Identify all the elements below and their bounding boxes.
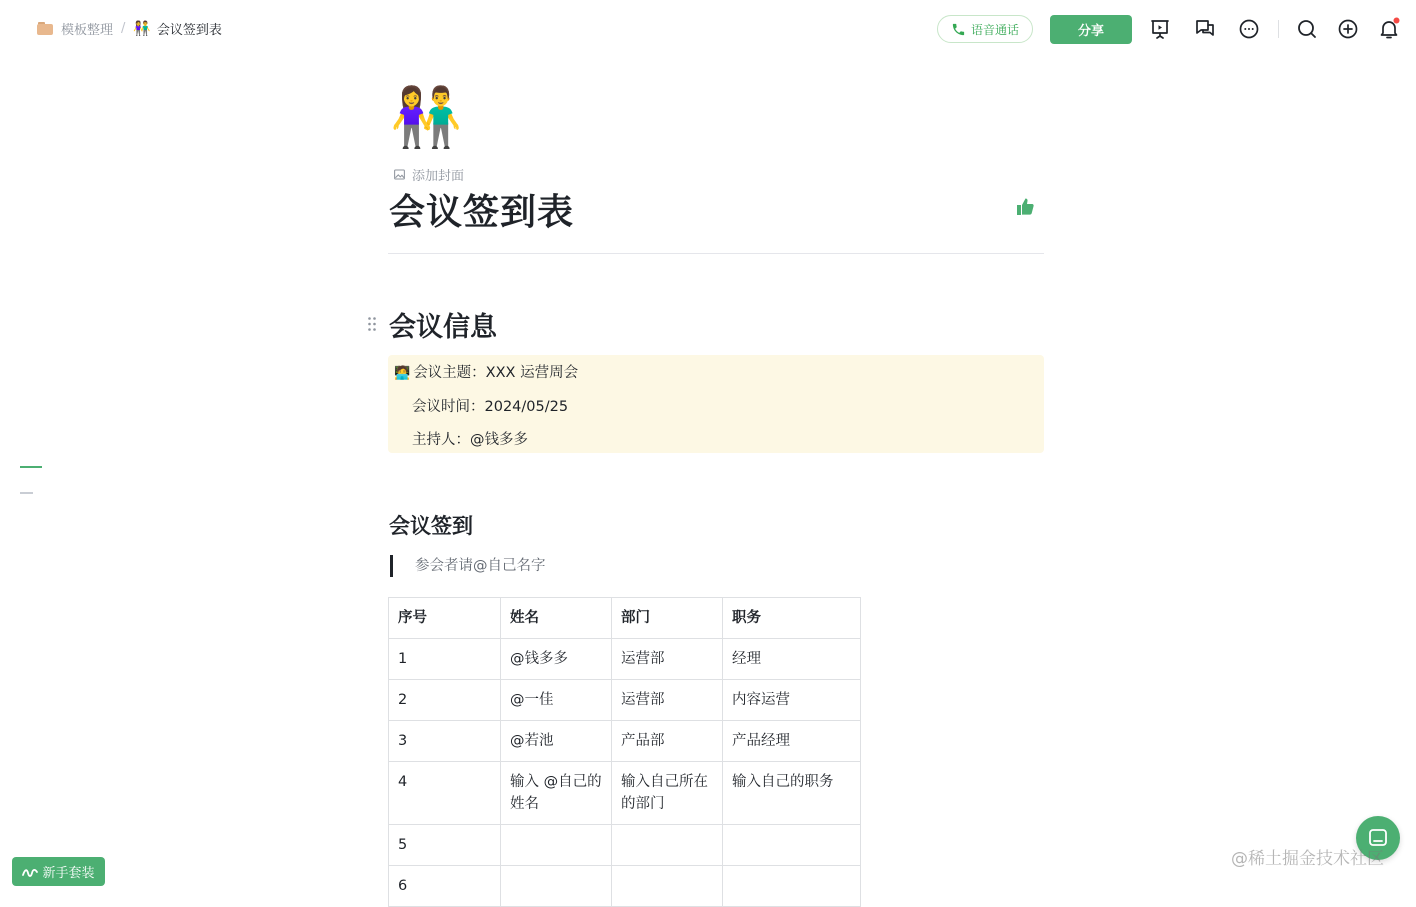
table-cell[interactable]: 产品部 xyxy=(612,721,723,762)
notification-bell-icon[interactable] xyxy=(1377,17,1401,41)
heading-meeting-info[interactable]: 会议信息 xyxy=(389,312,497,343)
table-row xyxy=(389,866,861,907)
thumbs-up-icon[interactable] xyxy=(1013,195,1037,219)
signin-quote[interactable]: 参会者请@自己名字 xyxy=(390,555,546,577)
callout-line-time: 会议时间：2024/05/25 xyxy=(412,399,569,415)
starter-kit-button[interactable] xyxy=(12,857,105,886)
document-emoji-icon[interactable]: 👫 xyxy=(390,83,463,151)
outline-marker[interactable] xyxy=(20,492,33,494)
table-cell[interactable]: 输入自己的职务 xyxy=(723,762,861,825)
callout-line-host: 主持人：@钱多多 xyxy=(412,432,528,448)
breadcrumb-current[interactable] xyxy=(133,19,221,38)
table-cell[interactable]: @一佳 xyxy=(501,680,612,721)
image-icon xyxy=(393,168,406,181)
table-cell[interactable]: 产品经理 xyxy=(723,721,861,762)
table-header-cell[interactable]: 序号 xyxy=(389,598,501,639)
document-title[interactable]: 会议签到表 xyxy=(389,192,575,233)
voice-call-label: 语音通话 xyxy=(970,22,1019,37)
starter-kit-label: 新手套装 xyxy=(42,866,95,881)
table-cell[interactable]: 经理 xyxy=(723,639,861,680)
title-divider xyxy=(388,253,1044,254)
table-cell[interactable]: 输入自己所在的部门 xyxy=(612,762,723,825)
table-cell[interactable] xyxy=(501,866,612,907)
phone-icon xyxy=(951,22,966,37)
add-cover-button[interactable] xyxy=(393,165,464,184)
table-cell[interactable]: 运营部 xyxy=(612,639,723,680)
table-cell[interactable]: 2 xyxy=(389,680,501,721)
table-header-row xyxy=(389,598,861,639)
more-options-icon[interactable] xyxy=(1237,17,1261,41)
voice-call-button[interactable] xyxy=(937,15,1033,43)
table-cell[interactable] xyxy=(723,866,861,907)
table-cell[interactable] xyxy=(612,825,723,866)
share-button[interactable]: 分享 xyxy=(1050,15,1132,44)
table-row xyxy=(389,825,861,866)
breadcrumb-current-label: 会议签到表 xyxy=(156,23,222,38)
table-cell[interactable]: 5 xyxy=(389,825,501,866)
search-icon[interactable] xyxy=(1295,17,1319,41)
breadcrumb-separator: / xyxy=(121,21,126,36)
table-header-cell[interactable]: 职务 xyxy=(723,598,861,639)
breadcrumb xyxy=(37,19,222,38)
breadcrumb-parent-label: 模板整理 xyxy=(61,23,114,38)
technologist-emoji-icon: 🧑‍💻 xyxy=(394,366,411,381)
add-icon[interactable] xyxy=(1336,17,1360,41)
comments-icon[interactable] xyxy=(1193,17,1217,41)
watermark: @稀土掘金技术社区 xyxy=(1231,849,1384,869)
table-row xyxy=(389,639,861,680)
top-bar xyxy=(0,0,1416,60)
meeting-info-callout[interactable] xyxy=(388,355,1044,453)
table-cell[interactable] xyxy=(723,825,861,866)
table-cell[interactable]: 4 xyxy=(389,762,501,825)
presentation-icon[interactable] xyxy=(1148,17,1172,41)
table-cell[interactable]: @钱多多 xyxy=(501,639,612,680)
table-cell[interactable]: 输入 @自己的姓名 xyxy=(501,762,612,825)
table-cell[interactable]: 6 xyxy=(389,866,501,907)
table-cell[interactable]: 内容运营 xyxy=(723,680,861,721)
toolbar-divider xyxy=(1278,20,1279,38)
table-cell[interactable] xyxy=(501,825,612,866)
add-cover-label: 添加封面 xyxy=(412,169,465,184)
table-cell[interactable]: 运营部 xyxy=(612,680,723,721)
folder-icon xyxy=(37,22,53,35)
wave-icon xyxy=(22,866,38,878)
drag-handle-icon[interactable] xyxy=(367,316,377,332)
table-row xyxy=(389,721,861,762)
table-header-cell[interactable]: 部门 xyxy=(612,598,723,639)
breadcrumb-parent[interactable] xyxy=(37,19,113,38)
table-cell[interactable]: 1 xyxy=(389,639,501,680)
table-cell[interactable]: 3 xyxy=(389,721,501,762)
callout-line-topic: 🧑‍💻 会议主题：XXX 运营周会 xyxy=(394,365,579,381)
table-header-cell[interactable]: 姓名 xyxy=(501,598,612,639)
table-cell[interactable] xyxy=(612,866,723,907)
table-cell[interactable]: @若池 xyxy=(501,721,612,762)
table-row xyxy=(389,680,861,721)
outline-marker-active[interactable] xyxy=(20,466,42,468)
table-row xyxy=(389,762,861,825)
signin-table xyxy=(388,597,861,907)
heading-meeting-signin[interactable]: 会议签到 xyxy=(389,514,473,538)
couple-emoji-icon: 👫 xyxy=(133,20,151,37)
